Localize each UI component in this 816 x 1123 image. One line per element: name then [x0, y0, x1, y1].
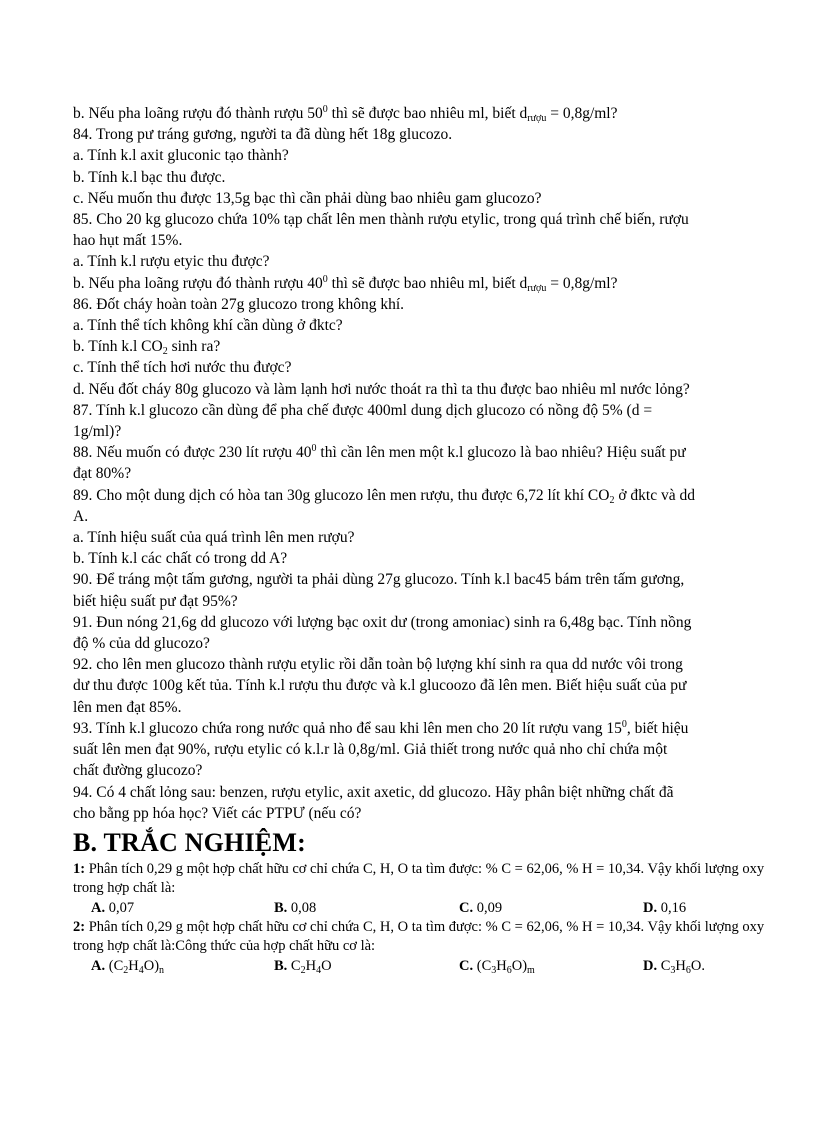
- text-run: chất đường glucozo?: [73, 762, 203, 780]
- subscript-text: 2: [162, 346, 168, 358]
- text-line: [73, 145, 773, 166]
- text-run: b. Tính k.l bạc thu được.: [73, 168, 226, 186]
- text-run: b. Tính k.l CO: [73, 338, 163, 356]
- text-run: d. Nếu đốt cháy 80g glucozo và làm lạnh hơi nước thoát ra thì ta thu được bao nhiêu ml nước lỏng?: [73, 380, 690, 398]
- text-run: O.: [690, 957, 705, 974]
- text-line: [73, 548, 773, 569]
- text-run: c. Tính thể tích hơi nước thu được?: [73, 359, 292, 377]
- text-run: 86. Đốt cháy hoàn toàn 27g glucozo trong không khí.: [73, 295, 405, 313]
- option-label: C.: [459, 957, 474, 974]
- text-line: [73, 167, 773, 188]
- text-line: [73, 782, 773, 803]
- text-run: hao hụt mất 15%.: [73, 232, 183, 250]
- text-line: [73, 718, 773, 739]
- text-line: [73, 633, 773, 654]
- answer-option-b: [274, 956, 332, 976]
- text-run: (C: [105, 957, 124, 974]
- text-run: 0,09: [473, 899, 503, 916]
- text-run: H: [305, 957, 317, 974]
- text-line: [73, 421, 773, 442]
- text-run: a. Tính hiệu suất của quá trình lên men rượu?: [73, 529, 355, 547]
- text-line: [73, 697, 773, 718]
- text-run: thì cần lên men một k.l glucozo là bao nhiêu? Hiệu suất pư: [316, 444, 686, 462]
- text-line: [73, 273, 773, 294]
- text-line: [73, 357, 773, 378]
- text-run: H: [675, 957, 686, 974]
- text-line: [73, 124, 773, 145]
- text-line: [73, 760, 773, 781]
- text-line: [73, 103, 773, 124]
- text-run: H: [128, 957, 139, 974]
- answer-option-a: [91, 898, 134, 918]
- text-run: thì sẽ được bao nhiêu ml, biết d: [327, 105, 528, 122]
- text-run: a. Tính k.l rượu etyic thu được?: [73, 253, 270, 271]
- text-line: [73, 294, 773, 315]
- text-line: [73, 188, 773, 209]
- option-label: C.: [459, 899, 474, 916]
- text-run: b. Nếu pha loãng rượu đó thành rượu 40: [73, 274, 323, 292]
- option-label: A.: [91, 899, 106, 916]
- text-line: [73, 612, 773, 633]
- option-label: A.: [91, 957, 106, 974]
- text-run: H: [496, 957, 507, 974]
- text-run: ở đktc và dd: [614, 486, 695, 504]
- option-label: B.: [274, 899, 288, 916]
- text-run: lên men đạt 85%.: [73, 698, 182, 716]
- subscript-text: 4: [316, 964, 322, 976]
- document-content: [73, 103, 773, 976]
- option-label: D.: [643, 899, 658, 916]
- question-number: 1:: [73, 860, 86, 877]
- superscript-text: 0: [322, 273, 328, 285]
- text-run: O): [143, 957, 160, 974]
- text-run: thì sẽ được bao nhiêu ml, biết d: [327, 274, 528, 292]
- subscript-text: 4: [138, 964, 144, 976]
- question-number: 2:: [73, 918, 86, 935]
- text-run: 87. Tính k.l glucozo cần dùng để pha chế được 400ml dung dịch glucozo có nồng độ 5% (d =: [73, 401, 653, 419]
- subscript-text: n: [159, 964, 165, 976]
- text-run: đạt 80%?: [73, 465, 132, 483]
- text-run: 0,16: [657, 899, 687, 916]
- multiple-choice-questions: [73, 860, 773, 976]
- text-run: suất lên men đạt 90%, rượu etylic có k.l.r là 0,8g/ml. Giả thiết trong nước quả nho chỉ chứa một: [73, 741, 668, 759]
- text-run: = 0,8g/ml?: [546, 105, 618, 122]
- text-line: [73, 739, 773, 760]
- text-run: = 0,8g/ml?: [546, 274, 618, 292]
- text-run: 91. Đun nóng 21,6g dd glucozo với lượng bạc oxit dư (trong amoniac) sinh ra 6,48g bạc. Tính nồng: [73, 613, 692, 631]
- subscript-text: 2: [609, 494, 615, 506]
- text-run: độ % của dd glucozo?: [73, 635, 210, 653]
- answer-option-c: [459, 956, 535, 976]
- text-run: 84. Trong pư tráng gương, người ta đã dùng hết 18g glucozo.: [73, 126, 453, 144]
- text-line: [73, 463, 773, 484]
- text-run: 88. Nếu muốn có được 230 lít rượu 40: [73, 444, 312, 462]
- text-run: A.: [73, 507, 89, 525]
- answer-option-c: [459, 898, 502, 918]
- text-run: dư thu được 100g kết tủa. Tính k.l rượu thu được và k.l glucoozo đã lên men. Biết hiệu suất của pư: [73, 677, 687, 695]
- text-run: 90. Để tráng một tấm gương, người ta phải dùng 27g glucozo. Tính k.l bac45 bám trên tấm gương,: [73, 571, 685, 589]
- text-line: [73, 506, 773, 527]
- text-run: 94. Có 4 chất lỏng sau: benzen, rượu etylic, axit axetic, dd glucozo. Hãy phân biệt những chất đã: [73, 783, 674, 801]
- option-label: B.: [274, 957, 288, 974]
- subscript-text: 6: [506, 964, 512, 976]
- text-line: [73, 569, 773, 590]
- subscript-text: m: [527, 964, 535, 976]
- text-run: O): [511, 957, 528, 974]
- text-run: sinh ra?: [167, 338, 221, 356]
- text-run: b. Tính k.l các chất có trong dd A?: [73, 550, 288, 568]
- option-label: D.: [643, 957, 658, 974]
- exercise-lines: [73, 103, 773, 824]
- text-line: [73, 591, 773, 612]
- text-run: (C: [473, 957, 492, 974]
- text-line: [73, 336, 773, 357]
- text-line: [73, 654, 773, 675]
- text-line: [73, 230, 773, 251]
- text-run: b. Nếu pha loãng rượu đó thành rượu 50: [73, 105, 323, 122]
- question-text: Phân tích 0,29 g một hợp chất hữu cơ chỉ chứa C, H, O ta tìm được: % C = 62,06, % H = 10,34. Vậy khối lượng oxy trong hợp chất là:: [73, 860, 765, 896]
- question-text: Phân tích 0,29 g một hợp chất hữu cơ chỉ chứa C, H, O ta tìm được: % C = 62,06, % H = 10,34. Vậy khối lượng oxy trong hợp chất là:Công thức của hợp chất hữu cơ là:: [73, 918, 765, 954]
- text-line: [73, 485, 773, 506]
- superscript-text: 0: [311, 443, 317, 455]
- superscript-text: 0: [322, 104, 328, 115]
- subscript-text: 3: [491, 964, 497, 976]
- text-line: [73, 315, 773, 336]
- text-line: [73, 675, 773, 696]
- text-run: 0,08: [287, 899, 317, 916]
- text-line: [73, 803, 773, 824]
- answer-option-d: [643, 956, 705, 976]
- text-run: 89. Cho một dung dịch có hòa tan 30g glucozo lên men rượu, thu được 6,72 lít khí CO: [73, 486, 610, 504]
- answer-options: [73, 898, 773, 918]
- answer-option-a: [91, 956, 164, 976]
- text-line: [73, 251, 773, 272]
- text-run: biết hiệu suất pư đạt 95%?: [73, 592, 238, 610]
- text-run: 92. cho lên men glucozo thành rượu etylic rồi dẫn toàn bộ lượng khí sinh ra qua dd nước vôi trong: [73, 656, 683, 674]
- subscript-text: 3: [670, 964, 676, 976]
- text-run: a. Tính thể tích không khí cần dùng ở đktc?: [73, 317, 343, 335]
- text-run: 1g/ml)?: [73, 423, 122, 441]
- subscript-text: rượu: [527, 282, 547, 294]
- text-line: [73, 379, 773, 400]
- text-run: 93. Tính k.l glucozo chứa rong nước quả nho để sau khi lên men cho 20 lít rượu vang 15: [73, 719, 622, 737]
- section-title: B. TRẮC NGHIỆM:: [73, 827, 306, 857]
- text-line: [73, 442, 773, 463]
- text-run: 0,07: [105, 899, 135, 916]
- text-run: 85. Cho 20 kg glucozo chứa 10% tạp chất lên men thành rượu etylic, trong quá trình chế biến, rượu: [73, 211, 689, 229]
- subscript-text: 6: [685, 964, 691, 976]
- text-run: C: [287, 957, 301, 974]
- text-run: a. Tính k.l axit gluconic tạo thành?: [73, 147, 289, 165]
- text-run: c. Nếu muốn thu được 13,5g bạc thì cần phải dùng bao nhiêu gam glucozo?: [73, 189, 542, 207]
- superscript-text: 0: [621, 718, 627, 730]
- text-line: [73, 209, 773, 230]
- text-run: cho bằng pp hóa học? Viết các PTPƯ (nếu có?: [73, 804, 362, 822]
- answer-options: [73, 956, 773, 976]
- subscript-text: 2: [123, 964, 129, 976]
- text-line: [73, 527, 773, 548]
- text-run: O: [321, 957, 332, 974]
- subscript-text: rượu: [527, 113, 547, 124]
- question-stem: [73, 918, 773, 956]
- question-stem: [73, 860, 773, 898]
- subscript-text: 2: [300, 964, 306, 976]
- answer-option-d: [643, 898, 686, 918]
- text-line: [73, 400, 773, 421]
- answer-option-b: [274, 898, 316, 918]
- text-run: C: [657, 957, 671, 974]
- text-run: , biết hiệu: [626, 719, 689, 737]
